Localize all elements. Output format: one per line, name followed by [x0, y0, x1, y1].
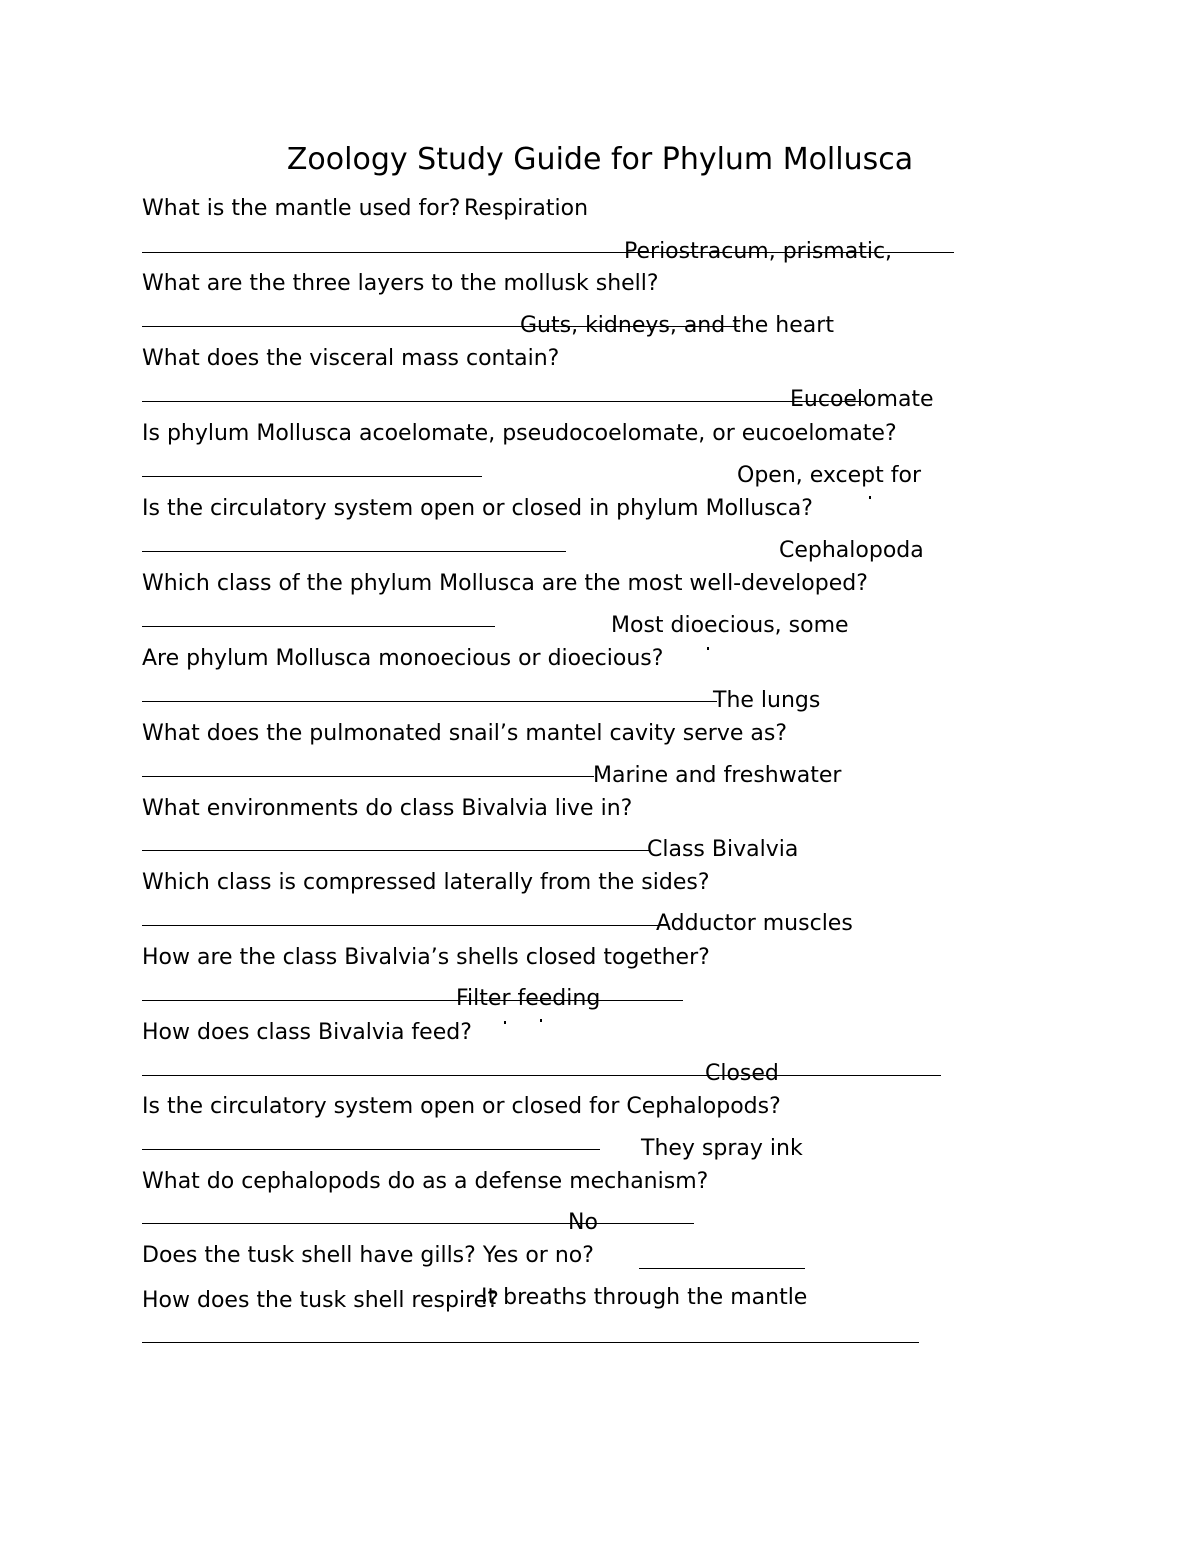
answer-5: Open, except for	[737, 463, 921, 488]
question-6: Which class of the phylum Mollusca are the most well-developed?	[142, 571, 868, 596]
answer-line-9	[142, 850, 650, 851]
question-13: Is the circulatory system open or closed for Cephalopods?	[142, 1094, 781, 1119]
answer-line-8	[142, 776, 594, 777]
question-14: What do cephalopods do as a defense mechanism?	[142, 1169, 709, 1194]
question-4: Is phylum Mollusca acoelomate, pseudocoelomate, or eucoelomate?	[142, 421, 897, 446]
answer-1: Respiration	[464, 196, 589, 221]
answer-3: Guts, kidneys, and the heart	[520, 313, 834, 338]
answer-4: Eucoelomate	[790, 387, 934, 412]
answer-7: Most dioecious, some	[611, 613, 849, 638]
answer-12: Filter feeding	[456, 986, 601, 1011]
answer-2: Periostracum, prismatic,	[624, 239, 893, 264]
answer-line-14	[142, 1223, 694, 1224]
stray-mark	[707, 647, 709, 650]
answer-9: Marine and freshwater	[593, 763, 842, 788]
answer-6: Cephalopoda	[779, 538, 924, 563]
answer-line-12	[142, 1075, 941, 1076]
answer-15: No	[568, 1210, 598, 1235]
stray-mark	[540, 1019, 542, 1022]
stray-mark	[869, 496, 871, 499]
answer-line-3	[142, 401, 864, 402]
question-1: What is the mantle used for?	[142, 196, 461, 221]
question-5: Is the circulatory system open or closed in phylum Mollusca?	[142, 496, 813, 521]
answer-line-16	[142, 1342, 919, 1343]
question-8: What does the pulmonated snail’s mantel cavity serve as?	[142, 721, 788, 746]
answer-13: Closed	[705, 1061, 779, 1086]
question-12: How does class Bivalvia feed?	[142, 1020, 472, 1045]
page-title: Zoology Study Guide for Phylum Mollusca	[286, 142, 914, 177]
question-16: How does the tusk shell respire?	[142, 1288, 499, 1313]
question-7: Are phylum Mollusca monoecious or dioecious?	[142, 646, 664, 671]
answer-line-4	[142, 476, 482, 477]
answer-line-6	[142, 626, 495, 627]
question-11: How are the class Bivalvia’s shells closed together?	[142, 945, 710, 970]
question-15: Does the tusk shell have gills? Yes or no?	[142, 1243, 594, 1268]
answer-8: The lungs	[713, 688, 821, 713]
answer-line-11	[142, 1000, 683, 1001]
answer-line-5	[142, 551, 566, 552]
answer-10: Class Bivalvia	[647, 837, 799, 862]
question-2: What are the three layers to the mollusk shell?	[142, 271, 659, 296]
answer-line-13	[142, 1149, 600, 1150]
answer-11: Adductor muscles	[656, 911, 853, 936]
stray-mark	[504, 1021, 506, 1024]
answer-14: They spray ink	[641, 1136, 803, 1161]
question-10: Which class is compressed laterally from the sides?	[142, 870, 710, 895]
answer-line-7	[142, 701, 717, 702]
answer-16: It breaths through the mantle	[481, 1285, 808, 1310]
question-3: What does the visceral mass contain?	[142, 346, 560, 371]
question-9: What environments do class Bivalvia live in?	[142, 796, 633, 821]
answer-line-10	[142, 925, 658, 926]
answer-blank-15	[639, 1268, 805, 1269]
